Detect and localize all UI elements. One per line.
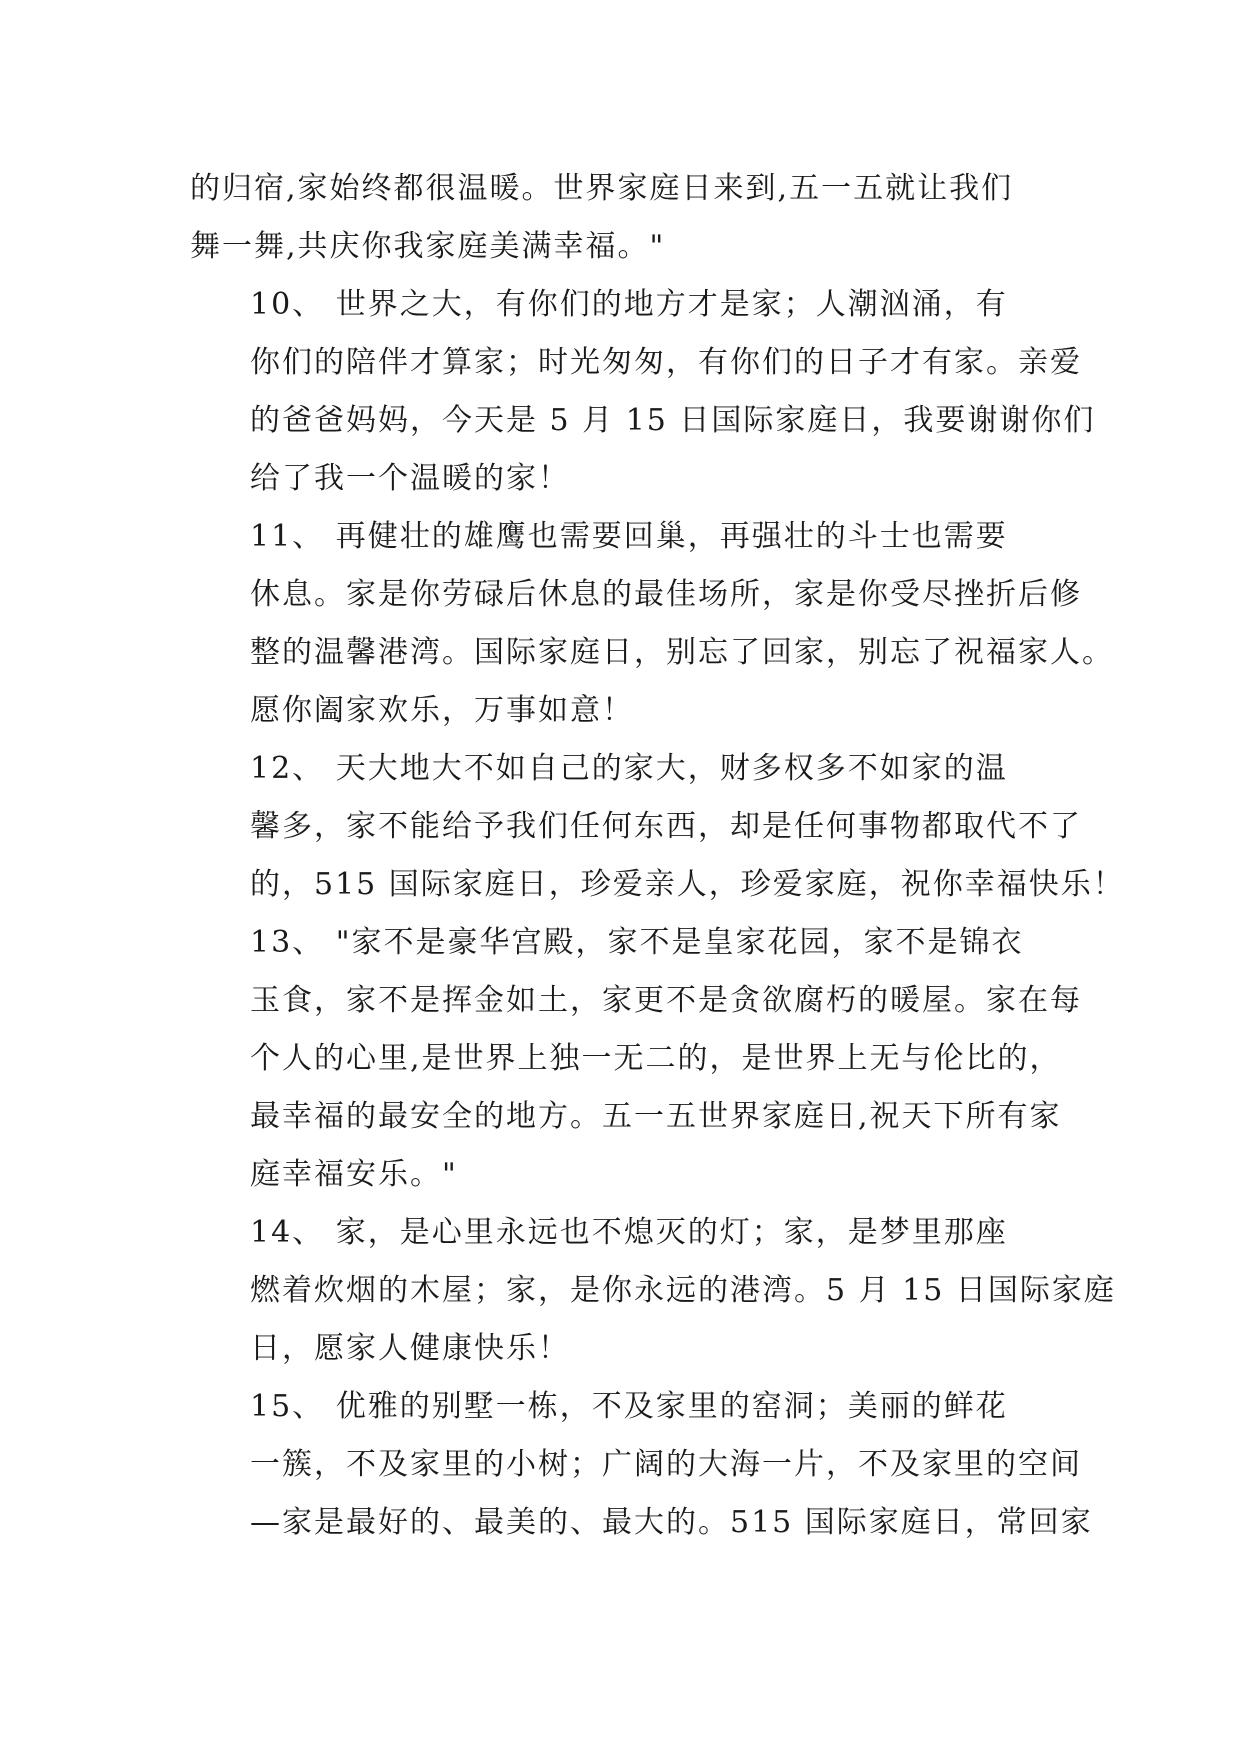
text-line: 最幸福的最安全的地方。五一五世界家庭日,祝天下所有家: [250, 1099, 1062, 1134]
document-body: [190, 160, 1125, 1552]
text-line: 燃着炊烟的木屋；家，是你永远的港湾。5 月 15 日国际家庭: [250, 1273, 1116, 1308]
text-line: 馨多，家不能给予我们任何东西，却是任何事物都取代不了: [250, 809, 1082, 844]
paragraph-item-12: [190, 740, 1125, 914]
text-line: 的，515 国际家庭日，珍爱亲人，珍爱家庭，祝你幸福快乐！: [250, 867, 1125, 902]
text-line: 休息。家是你劳碌后休息的最佳场所，家是你受尽挫折后修: [250, 577, 1082, 612]
text-line: 14、 家，是心里永远也不熄灭的灯；家，是梦里那座: [250, 1215, 1008, 1250]
text-line: 一簇，不及家里的小树；广阔的大海一片，不及家里的空间: [250, 1447, 1082, 1482]
paragraph-item-11: [190, 508, 1114, 740]
text-line: 愿你阖家欢乐，万事如意！: [250, 693, 634, 728]
paragraph-item-15: [190, 1378, 1093, 1552]
paragraph-continuation: [190, 160, 1050, 276]
text-line: 的归宿,家始终都很温暖。世界家庭日来到,五一五就让我们: [190, 171, 1014, 206]
text-line: 日，愿家人健康快乐！: [250, 1331, 570, 1366]
paragraph-item-13: [190, 914, 1082, 1204]
text-line: 整的温馨港湾。国际家庭日，别忘了回家，别忘了祝福家人。: [250, 635, 1114, 670]
paragraph-item-10: [190, 276, 1096, 508]
text-line: 庭幸福安乐。": [250, 1157, 458, 1192]
text-line: 的爸爸妈妈，今天是 5 月 15 日国际家庭日，我要谢谢你们: [250, 403, 1096, 438]
text-line: 15、 优雅的别墅一栋，不及家里的窑洞；美丽的鲜花: [250, 1389, 1008, 1424]
text-line: 11、 再健壮的雄鹰也需要回巢，再强壮的斗士也需要: [250, 519, 1008, 554]
text-line: 12、 天大地大不如自己的家大，财多权多不如家的温: [250, 751, 1008, 786]
text-line: 13、 "家不是豪华宫殿，家不是皇家花园，家不是锦衣: [250, 925, 1024, 960]
text-line: 10、 世界之大，有你们的地方才是家；人潮汹涌，有: [250, 287, 1008, 322]
text-line: 给了我一个温暖的家！: [250, 461, 570, 496]
text-line: —家是最好的、最美的、最大的。515 国际家庭日，常回家: [250, 1505, 1093, 1540]
paragraph-item-14: [190, 1204, 1116, 1378]
text-line: 玉食，家不是挥金如土，家更不是贪欲腐朽的暖屋。家在每: [250, 983, 1082, 1018]
text-line: 舞一舞,共庆你我家庭美满幸福。": [190, 229, 666, 264]
text-line: 你们的陪伴才算家；时光匆匆，有你们的日子才有家。亲爱: [250, 345, 1082, 380]
text-line: 个人的心里,是世界上独一无二的，是世界上无与伦比的，: [250, 1041, 1062, 1076]
